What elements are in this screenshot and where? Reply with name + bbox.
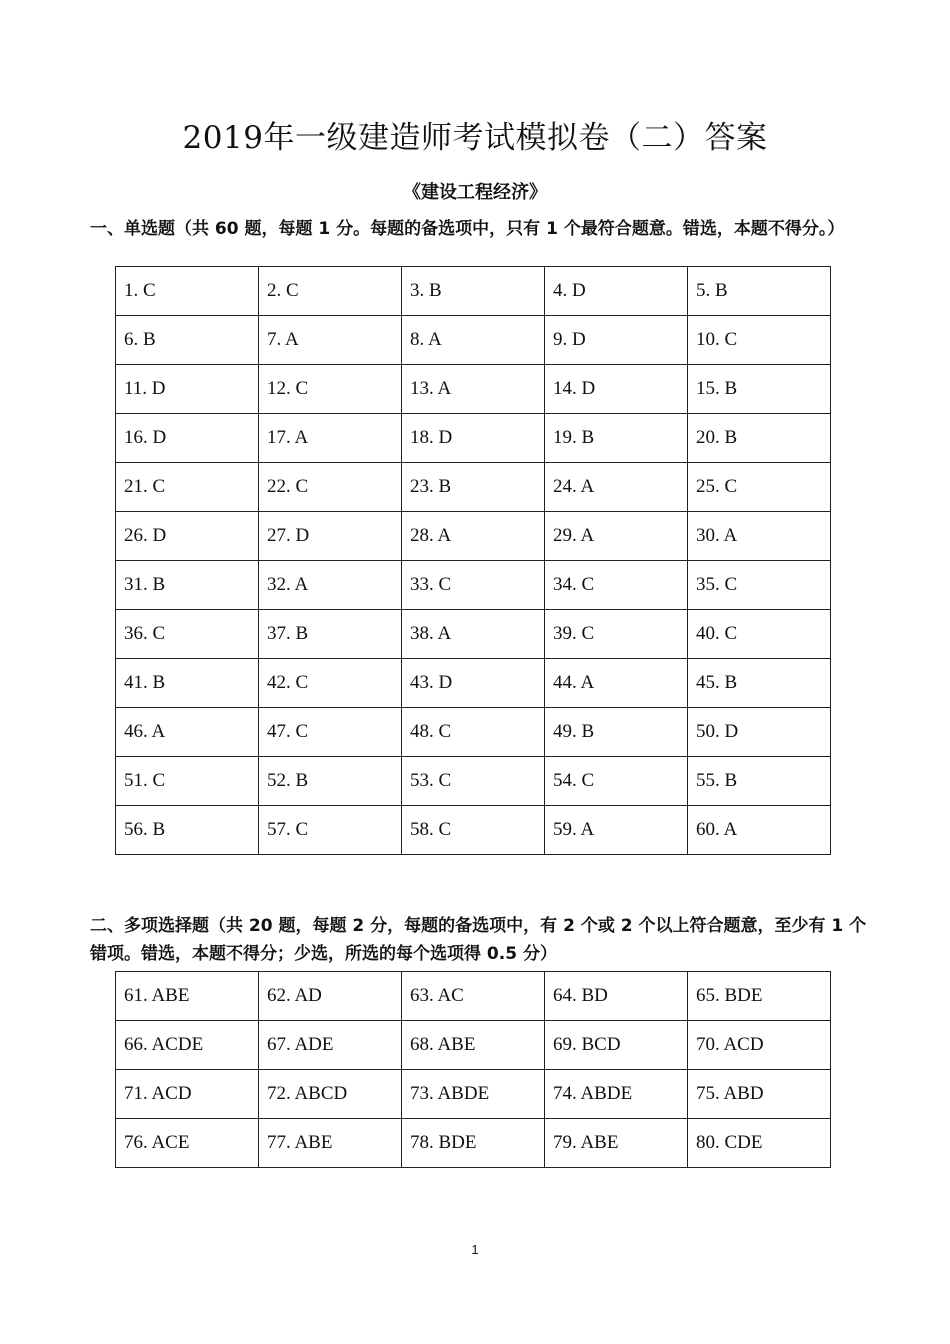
answer-cell: 74. ABDE — [545, 1070, 688, 1119]
answer-cell: 22. C — [259, 463, 402, 512]
answer-cell: 4. D — [545, 267, 688, 316]
answer-cell: 68. ABE — [402, 1021, 545, 1070]
answer-cell: 78. BDE — [402, 1119, 545, 1168]
answer-cell: 73. ABDE — [402, 1070, 545, 1119]
table-row — [116, 757, 831, 806]
page-number: 1 — [471, 1242, 479, 1257]
table-row — [116, 512, 831, 561]
answer-cell: 58. C — [402, 806, 545, 855]
answer-cell: 28. A — [402, 512, 545, 561]
answer-cell: 56. B — [116, 806, 259, 855]
answer-cell: 72. ABCD — [259, 1070, 402, 1119]
answer-cell: 71. ACD — [116, 1070, 259, 1119]
table-row — [116, 1119, 831, 1168]
answer-cell: 43. D — [402, 659, 545, 708]
answer-cell: 37. B — [259, 610, 402, 659]
answer-cell: 25. C — [688, 463, 831, 512]
answer-cell: 7. A — [259, 316, 402, 365]
subject-title: 《建设工程经济》 — [403, 182, 547, 203]
answer-cell: 41. B — [116, 659, 259, 708]
answer-cell: 52. B — [259, 757, 402, 806]
table-row — [116, 806, 831, 855]
answer-cell: 21. C — [116, 463, 259, 512]
document-title: 2019年一级建造师考试模拟卷（二）答案 — [182, 120, 768, 156]
table-row — [116, 267, 831, 316]
answer-cell: 20. B — [688, 414, 831, 463]
answer-cell: 26. D — [116, 512, 259, 561]
answer-cell: 6. B — [116, 316, 259, 365]
answer-cell: 80. CDE — [688, 1119, 831, 1168]
answer-cell: 48. C — [402, 708, 545, 757]
answer-cell: 63. AC — [402, 972, 545, 1021]
answer-cell: 79. ABE — [545, 1119, 688, 1168]
answer-cell: 18. D — [402, 414, 545, 463]
answer-cell: 59. A — [545, 806, 688, 855]
answer-cell: 33. C — [402, 561, 545, 610]
answer-cell: 46. A — [116, 708, 259, 757]
answer-cell: 19. B — [545, 414, 688, 463]
answer-cell: 69. BCD — [545, 1021, 688, 1070]
answer-cell: 51. C — [116, 757, 259, 806]
answer-cell: 40. C — [688, 610, 831, 659]
table-row — [116, 659, 831, 708]
answer-cell: 9. D — [545, 316, 688, 365]
answer-cell: 55. B — [688, 757, 831, 806]
answer-cell: 65. BDE — [688, 972, 831, 1021]
answer-cell: 44. A — [545, 659, 688, 708]
answer-cell: 34. C — [545, 561, 688, 610]
answer-cell: 10. C — [688, 316, 831, 365]
answer-cell: 39. C — [545, 610, 688, 659]
answer-cell: 17. A — [259, 414, 402, 463]
table-row — [116, 1021, 831, 1070]
answer-cell: 60. A — [688, 806, 831, 855]
table-row — [116, 414, 831, 463]
answer-cell: 61. ABE — [116, 972, 259, 1021]
answer-cell: 75. ABD — [688, 1070, 831, 1119]
answer-cell: 53. C — [402, 757, 545, 806]
answer-cell: 16. D — [116, 414, 259, 463]
answer-cell: 30. A — [688, 512, 831, 561]
answer-cell: 50. D — [688, 708, 831, 757]
answer-cell: 54. C — [545, 757, 688, 806]
multiple-choice-answer-table — [115, 971, 831, 1168]
table-row — [116, 1070, 831, 1119]
answer-cell: 66. ACDE — [116, 1021, 259, 1070]
answer-cell: 42. C — [259, 659, 402, 708]
table-row — [116, 561, 831, 610]
answer-cell: 62. AD — [259, 972, 402, 1021]
single-choice-answer-table — [115, 266, 831, 855]
answer-cell: 76. ACE — [116, 1119, 259, 1168]
table-row — [116, 610, 831, 659]
answer-cell: 32. A — [259, 561, 402, 610]
answer-cell: 11. D — [116, 365, 259, 414]
multiple-choice-table-body — [116, 972, 831, 1168]
answer-cell: 57. C — [259, 806, 402, 855]
table-row — [116, 316, 831, 365]
single-choice-table-body — [116, 267, 831, 855]
answer-cell: 45. B — [688, 659, 831, 708]
answer-cell: 29. A — [545, 512, 688, 561]
answer-cell: 12. C — [259, 365, 402, 414]
answer-cell: 27. D — [259, 512, 402, 561]
answer-cell: 14. D — [545, 365, 688, 414]
answer-cell: 5. B — [688, 267, 831, 316]
answer-cell: 49. B — [545, 708, 688, 757]
answer-cell: 13. A — [402, 365, 545, 414]
answer-cell: 67. ADE — [259, 1021, 402, 1070]
answer-cell: 31. B — [116, 561, 259, 610]
answer-cell: 2. C — [259, 267, 402, 316]
multiple-choice-heading: 二、多项选择题（共 20 题，每题 2 分，每题的备选项中，有 2 个或 2 个以上符合题意，至少有 1 个错项。错选，本题不得分；少选，所选的每个选项得 0.5 分） — [90, 916, 867, 964]
answer-cell: 23. B — [402, 463, 545, 512]
table-row — [116, 708, 831, 757]
answer-cell: 24. A — [545, 463, 688, 512]
answer-cell: 15. B — [688, 365, 831, 414]
answer-cell: 1. C — [116, 267, 259, 316]
answer-cell: 35. C — [688, 561, 831, 610]
answer-cell: 77. ABE — [259, 1119, 402, 1168]
table-row — [116, 972, 831, 1021]
answer-cell: 38. A — [402, 610, 545, 659]
answer-cell: 64. BD — [545, 972, 688, 1021]
answer-cell: 70. ACD — [688, 1021, 831, 1070]
answer-cell: 8. A — [402, 316, 545, 365]
table-row — [116, 365, 831, 414]
table-row — [116, 463, 831, 512]
single-choice-heading: 一、单选题（共 60 题，每题 1 分。每题的备选项中，只有 1 个最符合题意。错选，本题不得分。） — [90, 219, 845, 239]
answer-cell: 47. C — [259, 708, 402, 757]
answer-cell: 36. C — [116, 610, 259, 659]
answer-cell: 3. B — [402, 267, 545, 316]
